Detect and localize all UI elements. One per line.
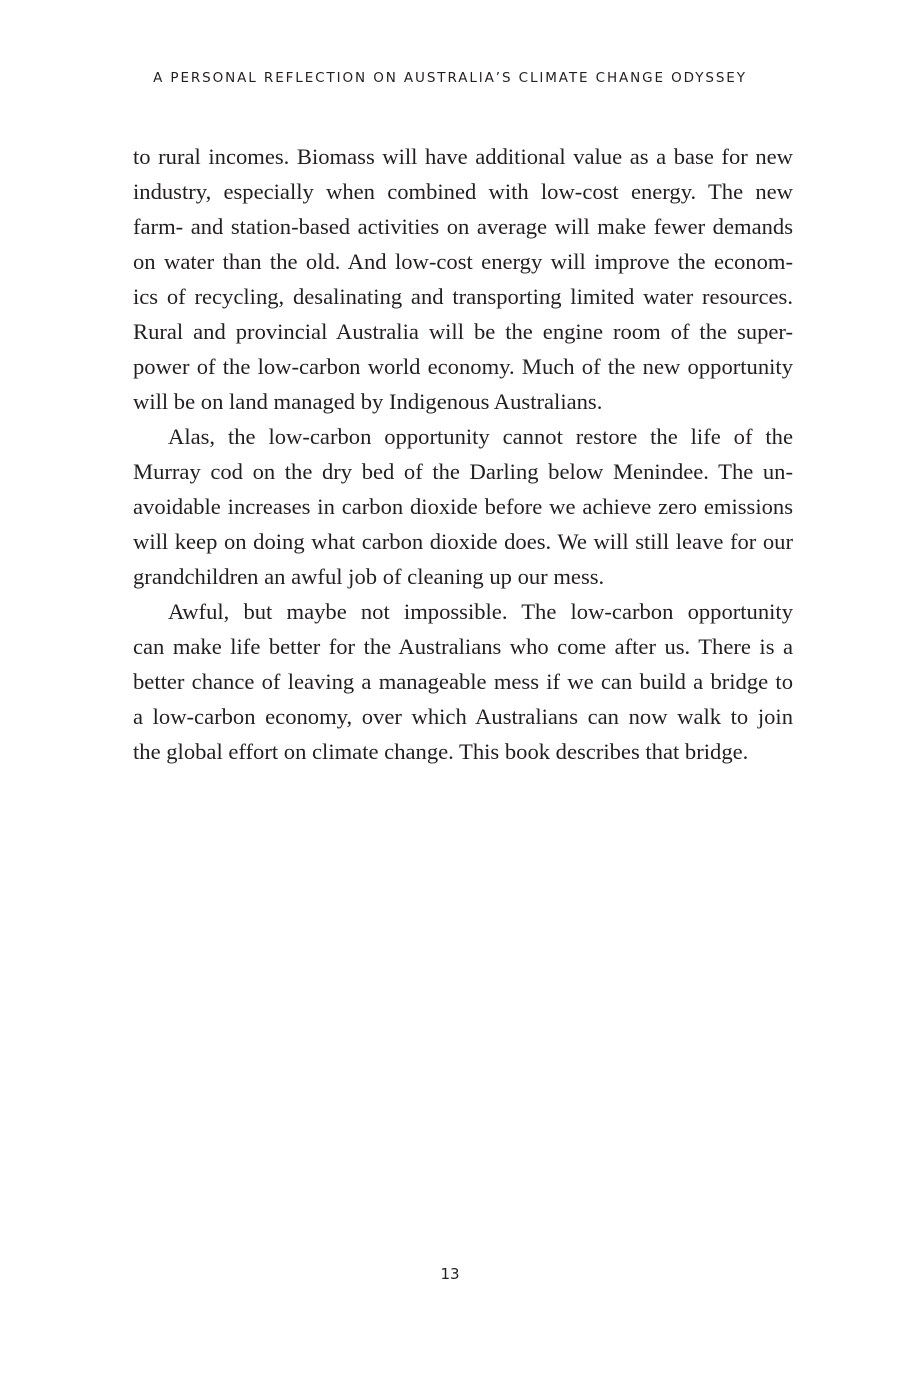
text-line: Murray cod on the dry bed of the Darling below Menindee. The un- [133, 459, 793, 484]
text-line: ics of recycling, desalinating and transporting limited water resources. [133, 284, 793, 309]
text-line: Awful, but maybe not impossible. The low-carbon opportunity [168, 599, 793, 624]
page-number: 13 [440, 1265, 460, 1283]
paragraph-2 [133, 419, 793, 594]
text-line: to rural incomes. Biomass will have additional value as a base for new [133, 144, 793, 169]
text-line: power of the low-carbon world economy. Much of the new opportunity [133, 354, 793, 379]
text-line: can make life better for the Australians who come after us. There is a [133, 634, 793, 659]
text-line: farm- and station-based activities on average will make fewer demands [133, 214, 793, 239]
paragraph-3 [133, 594, 793, 769]
text-line: Alas, the low-carbon opportunity cannot restore the life of the [168, 424, 793, 449]
text-line: on water than the old. And low-cost energy will improve the econom- [133, 249, 793, 274]
text-line: avoidable increases in carbon dioxide before we achieve zero emissions [133, 494, 793, 519]
text-line: a low-carbon economy, over which Australians can now walk to join [133, 704, 793, 729]
text-line: will be on land managed by Indigenous Australians. [133, 389, 603, 414]
paragraph-1 [133, 139, 793, 419]
body-text [133, 139, 793, 769]
text-line: grandchildren an awful job of cleaning up our mess. [133, 564, 605, 589]
text-line: better chance of leaving a manageable mess if we can build a bridge to [133, 669, 793, 694]
text-line: Rural and provincial Australia will be the engine room of the super- [133, 319, 793, 344]
running-header: A PERSONAL REFLECTION ON AUSTRALIA’S CLIMATE CHANGE ODYSSEY [153, 70, 747, 86]
text-line: the global effort on climate change. This book describes that bridge. [133, 739, 749, 764]
text-line: industry, especially when combined with low-cost energy. The new [133, 179, 793, 204]
text-line: will keep on doing what carbon dioxide does. We will still leave for our [133, 529, 793, 554]
